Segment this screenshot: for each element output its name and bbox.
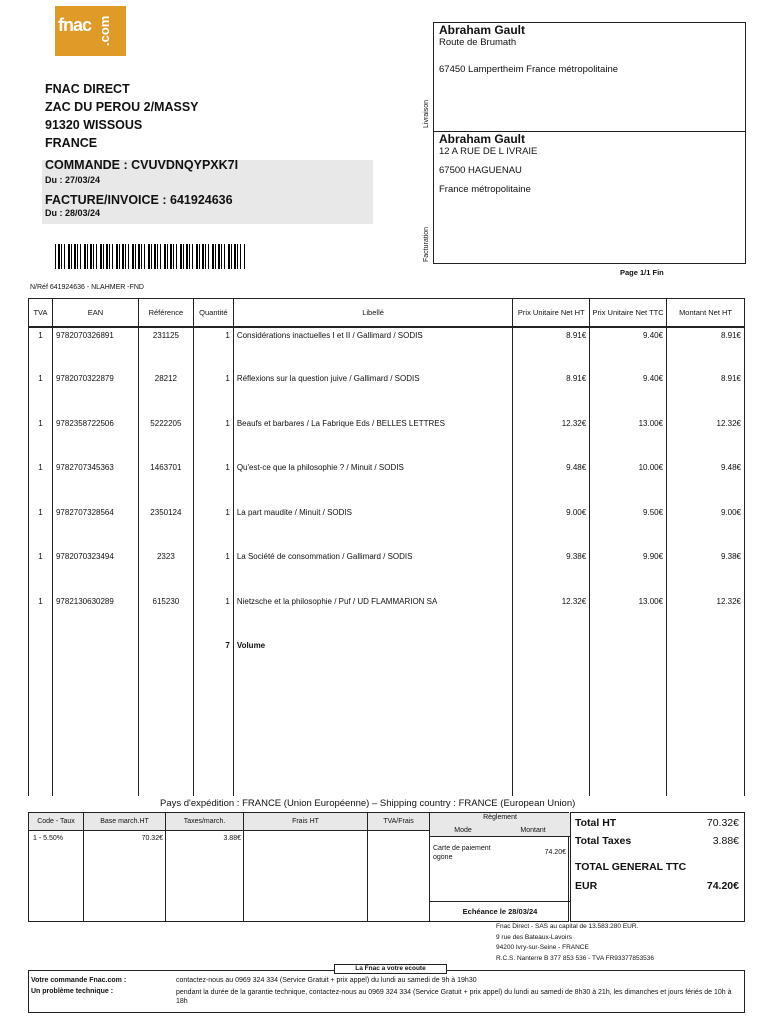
empty-cell [138, 638, 193, 796]
payment-mode-header: Mode [454, 827, 472, 834]
footer-caption: La Fnac a votre ecoute [334, 964, 447, 974]
unit-price-ttc-cell: 9.40€ [590, 371, 667, 416]
total-ht-label: Total HT [575, 817, 617, 829]
billing-label: Facturation [423, 226, 430, 262]
sender-address [45, 80, 199, 152]
ean-cell: 9782070322879 [52, 371, 138, 416]
amount-ht-cell: 8.91€ [667, 327, 745, 372]
col-header: Prix Unitaire Net HT [513, 299, 590, 327]
label-cell: Qu'est-ce que la philosophie ? / Minuit / SODIS [233, 460, 512, 505]
table-row [29, 416, 745, 461]
empty-cell [513, 638, 590, 796]
quantity-cell: 1 [193, 327, 233, 372]
delivery-line: 67450 Lampertheim France métropolitaine [439, 64, 619, 75]
unit-price-ht-cell: 9.48€ [513, 460, 590, 505]
amount-ht-cell: 9.00€ [667, 505, 745, 550]
tva-cell: 1 [29, 594, 53, 639]
volume-row [29, 638, 745, 796]
quantity-cell: 1 [193, 460, 233, 505]
quantity-cell: 1 [193, 371, 233, 416]
delivery-name: Abraham Gault [439, 23, 526, 37]
table-row [29, 327, 745, 372]
quantity-cell: 1 [193, 549, 233, 594]
legal-line: R.C.S. Nanterre B 377 853 536 - TVA FR93377853536 [496, 954, 655, 962]
totals-box [570, 812, 745, 922]
ean-cell: 9782130630289 [52, 594, 138, 639]
amount-ht-cell: 9.38€ [667, 549, 745, 594]
billing-line: 67500 HAGUENAU [439, 165, 522, 176]
unit-price-ttc-cell: 9.40€ [590, 327, 667, 372]
footer-question: Un problème technique : [31, 988, 114, 995]
reference-cell: 2350124 [138, 505, 193, 550]
empty-cell [667, 638, 745, 796]
ean-cell: 9782707345363 [52, 460, 138, 505]
unit-price-ttc-cell: 9.90€ [590, 549, 667, 594]
payment-header [430, 813, 570, 837]
amount-ht-cell: 12.32€ [667, 594, 745, 639]
legal-info [496, 922, 654, 964]
ean-cell: 9782707328564 [52, 505, 138, 550]
ean-cell: 9782070323494 [52, 549, 138, 594]
sender-line: 91320 WISSOUS [45, 118, 143, 132]
label-cell: La Société de consommation / Gallimard / SODIS [233, 549, 512, 594]
label-cell: Beaufs et barbares / La Fabrique Eds / BELLES LETTRES [233, 416, 512, 461]
tax-col-header: Taxes/march. [166, 813, 244, 831]
order-info-box [42, 160, 373, 224]
col-header: Prix Unitaire Net TTC [590, 299, 667, 327]
total-eur-label: EUR [575, 880, 598, 892]
total-tax-label: Total Taxes [575, 835, 632, 847]
delivery-line: Route de Brumath [439, 37, 517, 48]
tax-col-header: Base march.HT [84, 813, 166, 831]
label-cell: Nietzsche et la philosophie / Puf / UD FLAMMARION SA [233, 594, 512, 639]
reference-cell: 2323 [138, 549, 193, 594]
order-number: COMMANDE : CVUVDNQYPXK7I [45, 158, 239, 172]
billing-name: Abraham Gault [439, 132, 526, 146]
payment-title: Règlement [483, 814, 517, 821]
amount-ht-cell: 12.32€ [667, 416, 745, 461]
reference-cell: 28212 [138, 371, 193, 416]
payment-amount: 74.20€ [544, 849, 566, 856]
table-row [29, 460, 745, 505]
fnac-logo [55, 6, 126, 56]
due-date: Echéance le 28/03/24 [430, 901, 570, 922]
total-ht-row [575, 817, 739, 829]
reference-cell: 231125 [138, 327, 193, 372]
table-header-row [29, 299, 745, 327]
total-ht-value: 70.32€ [706, 817, 739, 829]
table-row [29, 549, 745, 594]
unit-price-ttc-cell: 13.00€ [590, 594, 667, 639]
tax-summary [28, 812, 569, 922]
footer-answer: contactez-nous au 0969 324 334 (Service Gratuit + prix appel) du lundi au samedi de 9h à 19h30 [176, 977, 477, 984]
reference-cell: 1463701 [138, 460, 193, 505]
quantity-cell: 1 [193, 594, 233, 639]
shipping-country: Pays d'expédition : FRANCE (Union Européenne) – Shipping country : FRANCE (European Union) [160, 798, 576, 809]
total-general-label: TOTAL GENERAL TTC [575, 861, 687, 873]
total-tax-row [575, 835, 739, 847]
col-header: Référence [138, 299, 193, 327]
unit-price-ttc-cell: 10.00€ [590, 460, 667, 505]
reference-cell: 615230 [138, 594, 193, 639]
ean-cell: 9782070326891 [52, 327, 138, 372]
unit-price-ttc-cell: 9.50€ [590, 505, 667, 550]
payment-amount-header: Montant [520, 827, 546, 834]
empty-cell [590, 638, 667, 796]
unit-price-ht-cell: 12.32€ [513, 416, 590, 461]
logo-word: fnac [58, 15, 92, 35]
tva-cell: 1 [29, 416, 53, 461]
total-tax-value: 3.88€ [712, 835, 739, 847]
quantity-cell: 1 [193, 505, 233, 550]
items-table [28, 298, 745, 796]
page-indicator: Page 1/1 Fin [620, 268, 664, 277]
unit-price-ht-cell: 12.32€ [513, 594, 590, 639]
legal-line: 94200 Ivry-sur-Seine - FRANCE [496, 944, 589, 951]
total-eur-value: 74.20€ [706, 880, 739, 892]
payment-mode: Carte de paiement ogone [433, 845, 491, 861]
quantity-cell: 1 [193, 416, 233, 461]
delivery-address [433, 22, 746, 132]
col-header: EAN [52, 299, 138, 327]
contact-footer [28, 965, 745, 1013]
tax-base: 70.32€ [141, 835, 163, 842]
col-header: Quantité [193, 299, 233, 327]
label-cell: Réflexions sur la question juive / Gallimard / SODIS [233, 371, 512, 416]
col-header: Libellé [233, 299, 512, 327]
billing-line: France métropolitaine [439, 184, 531, 195]
tva-cell: 1 [29, 327, 53, 372]
table-row [29, 505, 745, 550]
unit-price-ttc-cell: 13.00€ [590, 416, 667, 461]
delivery-label: Livraison [423, 99, 430, 128]
tva-cell: 1 [29, 549, 53, 594]
sender-line: FRANCE [45, 136, 98, 150]
reference-line: N/Réf 641924636 - NLAHMER -FND [30, 284, 144, 291]
total-eur-row [575, 880, 739, 892]
sender-line: ZAC DU PEROU 2/MASSY [45, 100, 199, 114]
tax-col-header: Code - Taux [29, 813, 84, 831]
legal-line: 9 rue des Bateaux-Lavoirs [496, 933, 572, 941]
invoice-date: Du : 28/03/24 [45, 208, 101, 218]
label-cell: Considérations inactuelles I et II / Gallimard / SODIS [233, 327, 512, 372]
footer-answer: pendant la durée de la garantie technique, contactez-nous au 0969 324 334 (Service Gratuit + prix appel) du lundi au samedi de 8h30 à 21h, les dimanches et jours fériés de 10h à 18h [176, 989, 732, 1005]
billing-line: 12 A RUE DE L IVRAIE [439, 146, 538, 157]
unit-price-ht-cell: 8.91€ [513, 327, 590, 372]
col-header: Montant Net HT [667, 299, 745, 327]
total-general-row [575, 861, 739, 873]
unit-price-ht-cell: 8.91€ [513, 371, 590, 416]
col-header: TVA [29, 299, 53, 327]
label-cell: La part maudite / Minuit / SODIS [233, 505, 512, 550]
reference-cell: 5222205 [138, 416, 193, 461]
empty-cell [52, 638, 138, 796]
footer-question: Votre commande Fnac.com : [31, 977, 127, 984]
tax-amount: 3.88€ [223, 835, 241, 842]
logo-dotcom: .com [97, 15, 112, 46]
unit-price-ht-cell: 9.00€ [513, 505, 590, 550]
volume-quantity: 7 [193, 638, 233, 796]
tva-cell: 1 [29, 460, 53, 505]
volume-label: Volume [233, 638, 512, 796]
legal-line: Fnac Direct - SAS au capital de 13.583.280 EUR. [496, 923, 639, 930]
tva-cell: 1 [29, 371, 53, 416]
tax-col-header: TVA/Frais [368, 813, 430, 831]
tax-code: 1 - 5.50% [33, 835, 63, 842]
order-date: Du : 27/03/24 [45, 175, 101, 185]
table-row [29, 594, 745, 639]
amount-ht-cell: 8.91€ [667, 371, 745, 416]
tva-cell: 1 [29, 505, 53, 550]
table-row [29, 371, 745, 416]
tax-col-header: Frais HT [244, 813, 368, 831]
ean-cell: 9782358722506 [52, 416, 138, 461]
sender-line: FNAC DIRECT [45, 82, 130, 96]
empty-cell [29, 638, 53, 796]
amount-ht-cell: 9.48€ [667, 460, 745, 505]
billing-address [433, 131, 746, 264]
unit-price-ht-cell: 9.38€ [513, 549, 590, 594]
invoice-number: FACTURE/INVOICE : 641924636 [45, 193, 233, 207]
barcode [55, 244, 245, 269]
